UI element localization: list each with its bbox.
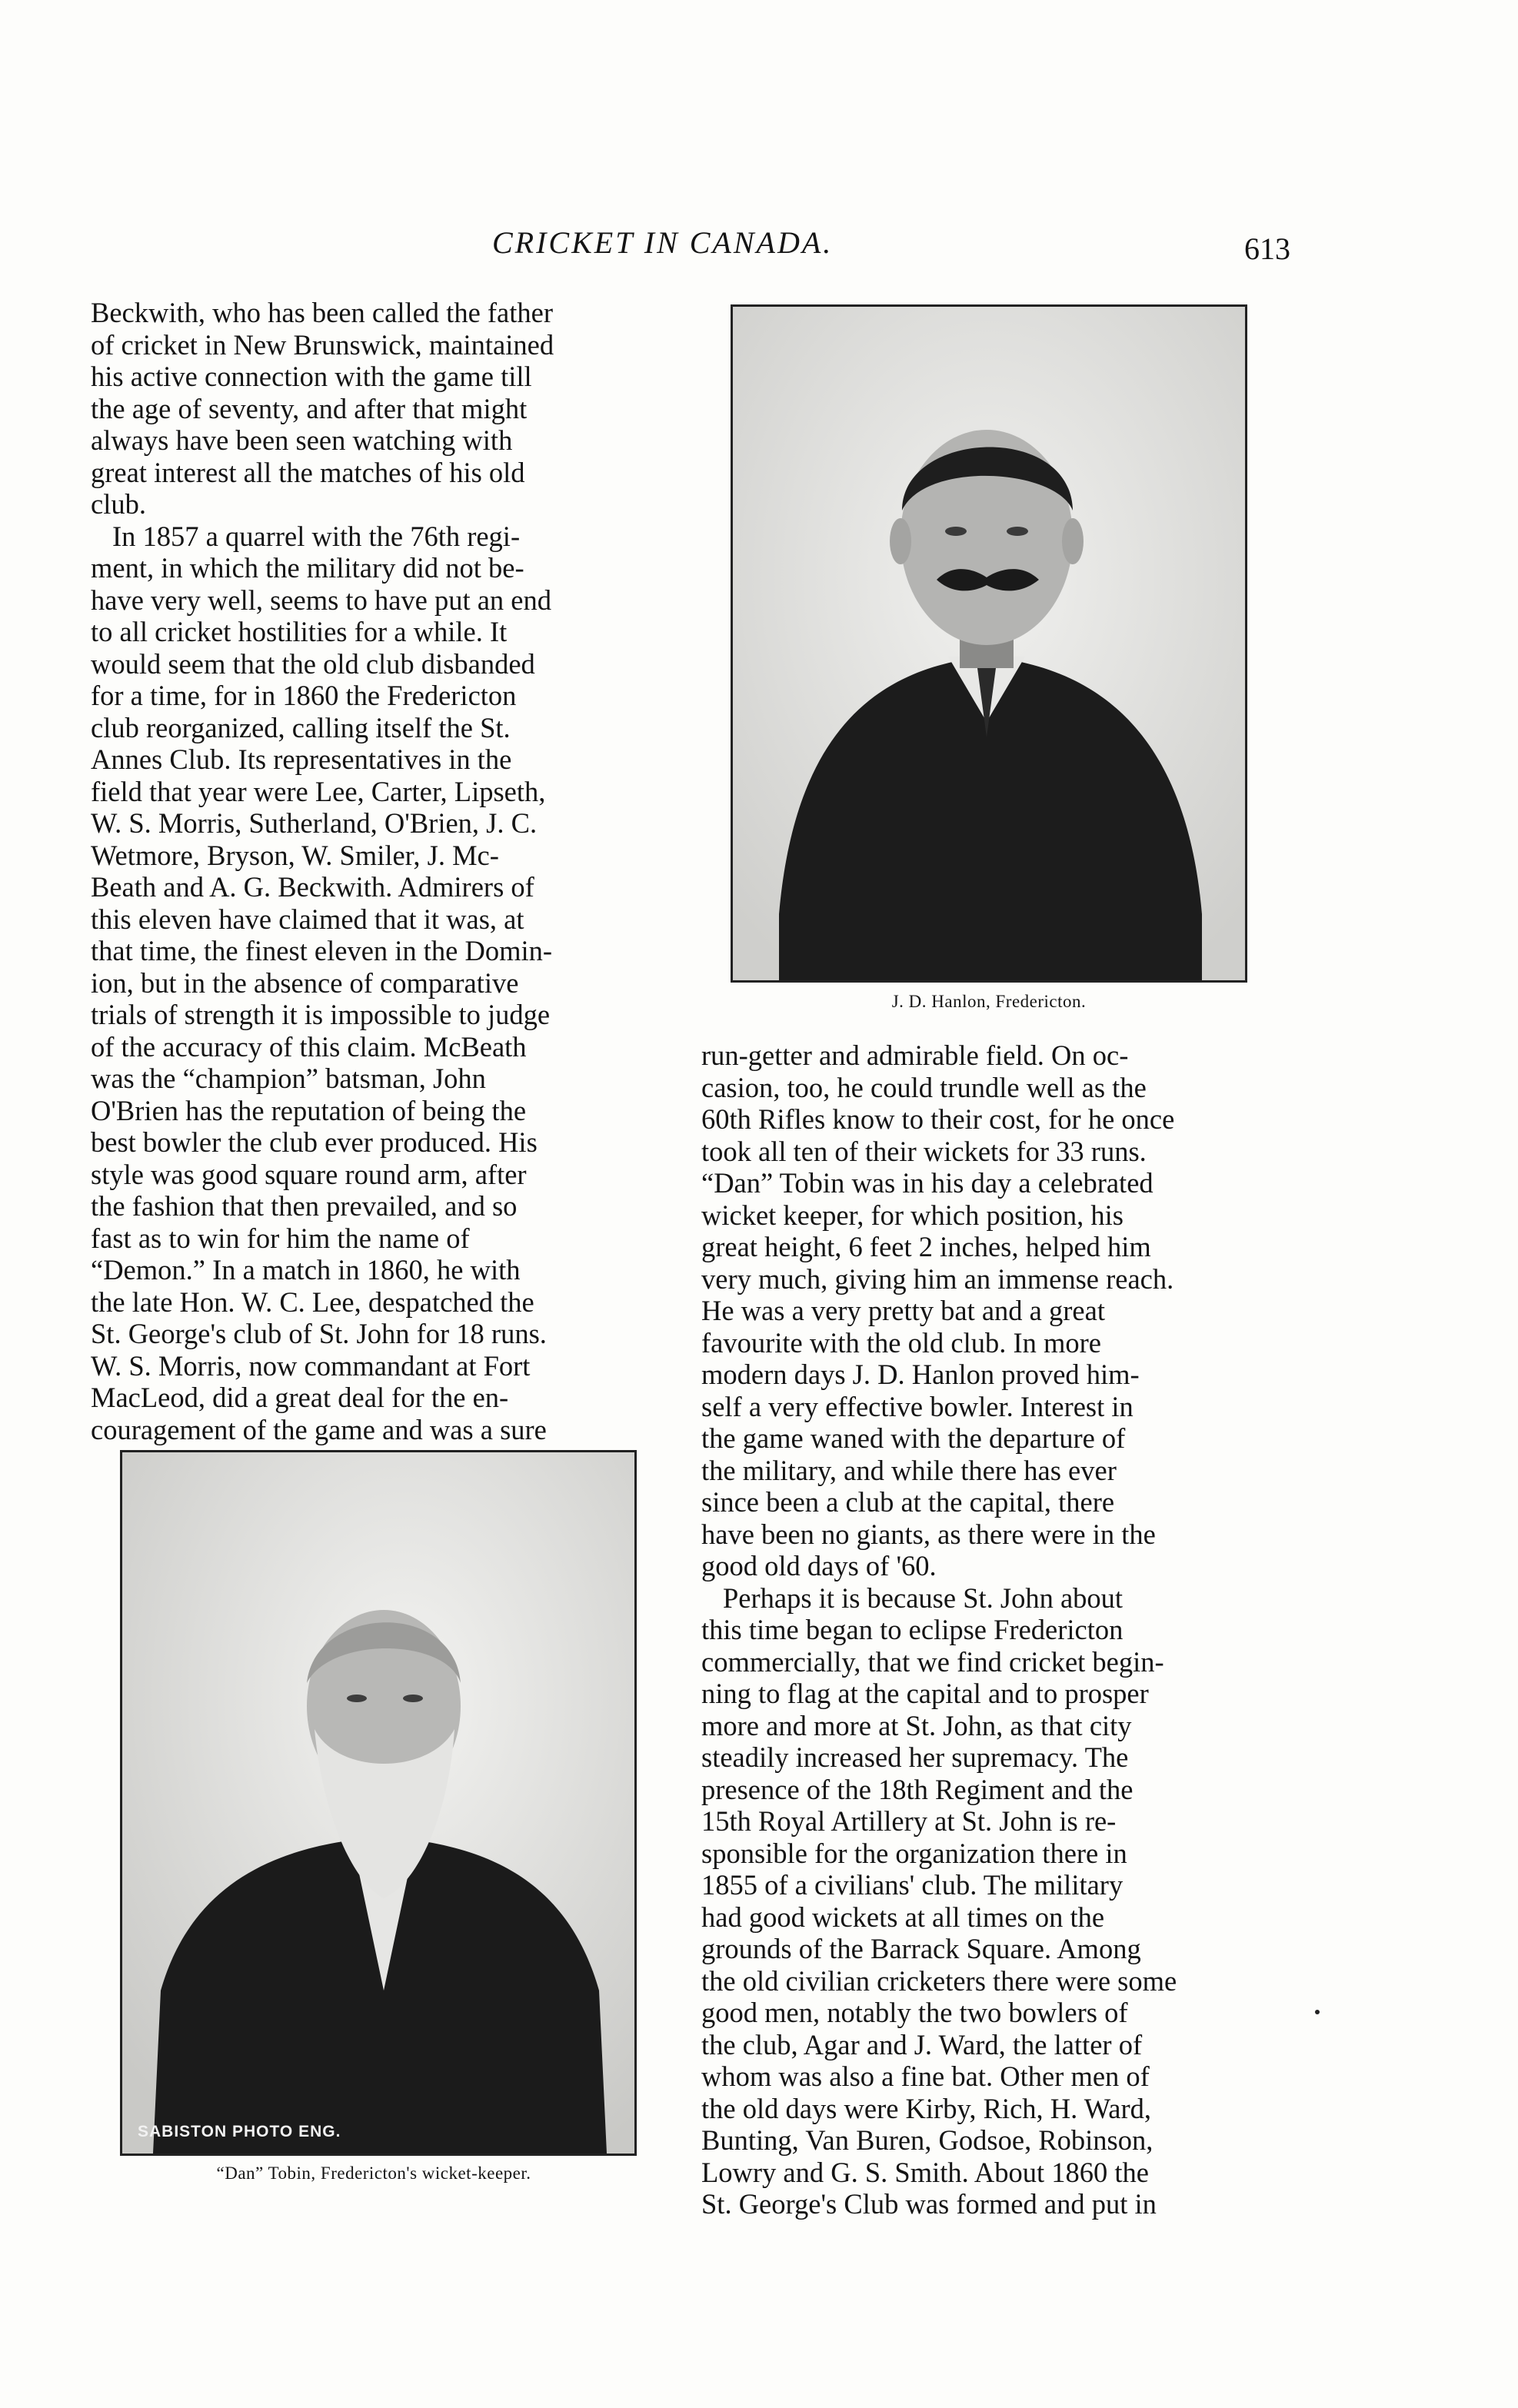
left-column-text <box>91 297 674 1445</box>
paragraph: In 1857 a quarrel with the 76th regi- ment, in which the military did not be- have very well, seems to have put an end to all cricket hostilities for a while. It would seem that the old club disbanded for a time, for in 1860 the Fredericton club reorganized, calling itself the St. Annes Club. Its representatives in the field that year were Lee, Carter, Lipseth, W. S. Morris, Sutherland, O'Brien, J. C. Wetmore, Bryson, W. Smiler, J. Mc- Beath and A. G. Beckwith. Admirers of this eleven have claimed that it was, at that time, the finest eleven in the Domin- ion, but in the absence of comparative trials of strength it is impossible to judge of the accuracy of this claim. McBeath was the “champion” batsman, John O'Brien has the reputation of being the best bowler the club ever produced. His style was good square round arm, after the fashion that then prevailed, and so fast as to win for him the name of “Demon.” In a match in 1860, he with the late Hon. W. C. Lee, despatched the St. George's club of St. John for 18 runs. W. S. Morris, now commandant at Fort MacLeod, did a great deal for the en- couragement of the game and was a sure <box>91 520 553 1445</box>
right-column-text <box>701 1039 1272 2220</box>
figure-caption-hanlon: J. D. Hanlon, Fredericton. <box>891 992 1087 1011</box>
paragraph: Beckwith, who has been called the father of cricket in New Brunswick, maintained his active connection with the game till the age of seventy, and after that might always have been seen watching with great interest all the matches of his old club. <box>91 297 554 520</box>
page-number: 613 <box>1244 231 1290 266</box>
portrait-tobin-image <box>122 1452 634 2154</box>
portrait-hanlon-image <box>733 307 1245 980</box>
figure-caption-tobin: “Dan” Tobin, Fredericton's wicket-keeper. <box>216 2164 531 2183</box>
paragraph: run-getter and admirable field. On oc- casion, too, he could trundle well as the 60th Rifles know to their cost, for he once took all ten of their wickets for 33 runs. “Dan” Tobin was in his day a celebrated wicket keeper, for which position, his great height, 6 feet 2 inches, helped him very much, giving him an immense reach. He was a very pretty bat and a great favourite with the old club. In more modern days J. D. Hanlon proved him- self a very effective bowler. Interest in the game waned with the departure of the military, and while there has ever since been a club at the capital, there have been no giants, as there were in the good old days of '60. <box>701 1039 1175 1581</box>
running-title: CRICKET IN CANADA. <box>492 225 834 260</box>
portrait-hanlon <box>731 304 1247 983</box>
portrait-tobin <box>120 1450 637 2156</box>
photo-credit: SABISTON PHOTO ENG. <box>138 2123 341 2140</box>
stray-mark <box>1315 2010 1320 2014</box>
paragraph: Perhaps it is because St. John about this time began to eclipse Fredericton commercially, that we find cricket begin- ning to flag at the capital and to prosper more and more at St. John, as that city steadily increased her supremacy. The presence of the 18th Regiment and the 15th Royal Artillery at St. John is re- sponsible for the organization there in 1855 of a civilians' club. The military had good wickets at all times on the grounds of the Barrack Square. Among the old civilian cricketers there were some good men, notably the two bowlers of the club, Agar and J. Ward, the latter of whom was also a fine bat. Other men of the old days were Kirby, Rich, H. Ward, Bunting, Van Buren, Godsoe, Robinson, Lowry and G. S. Smith. About 1860 the St. George's Club was formed and put in <box>701 1581 1177 2220</box>
